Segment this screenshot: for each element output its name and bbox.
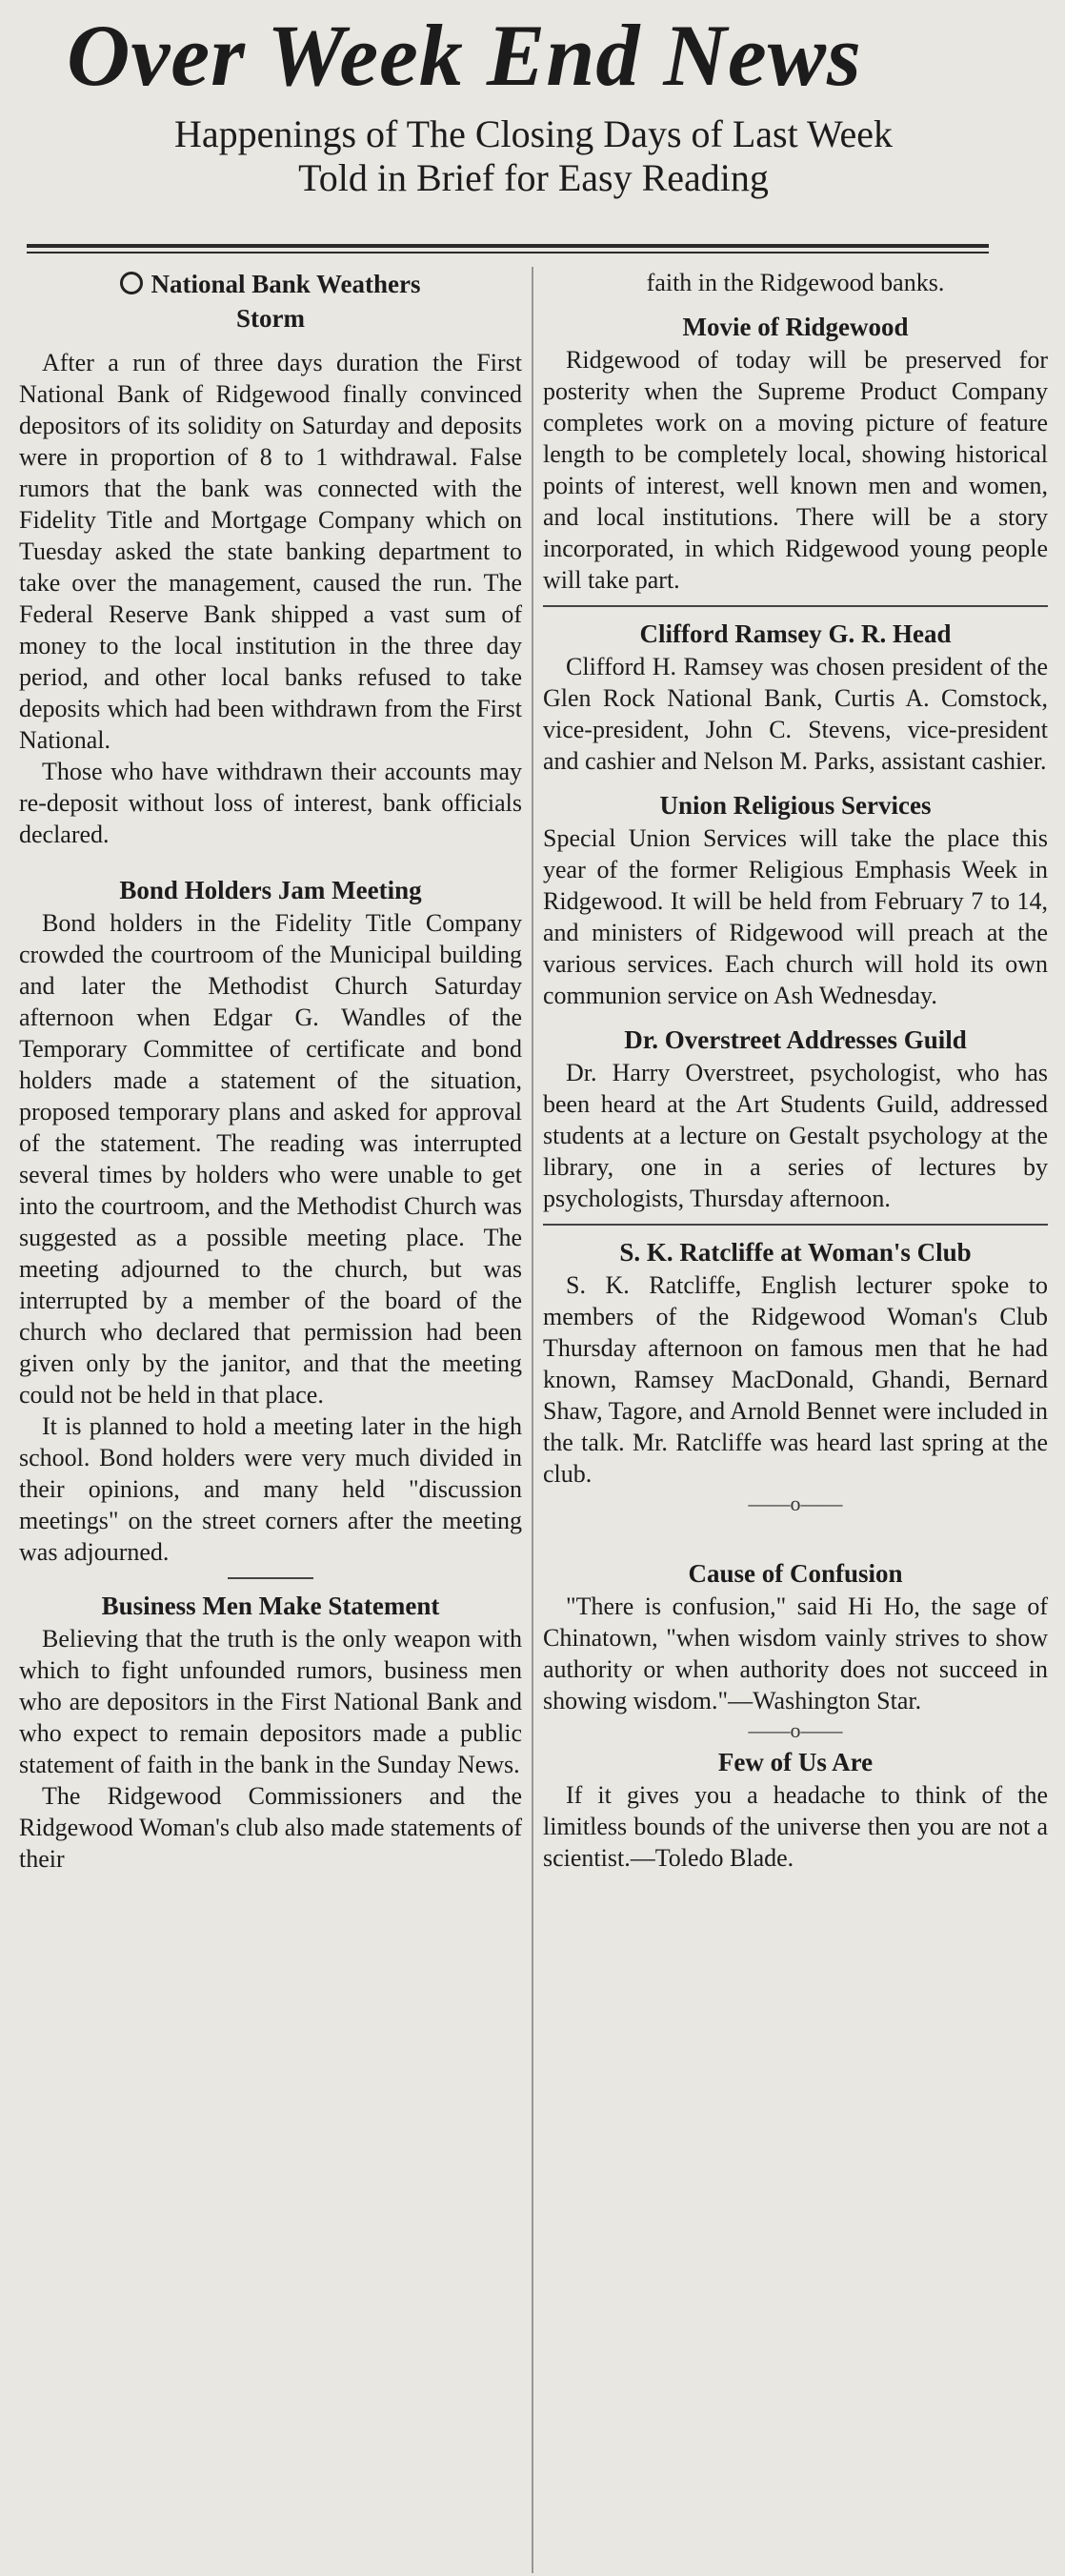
- article-headline: S. K. Ratcliffe at Woman's Club: [619, 1238, 972, 1267]
- article-headline: National Bank Weathers Storm: [19, 267, 522, 335]
- article-headline: Dr. Overstreet Addresses Guild: [624, 1025, 967, 1054]
- right-column: [543, 267, 1048, 1874]
- article-paragraph: The Ridgewood Commissioners and the Ridgewood Woman's club also made statements of their: [19, 1782, 522, 1873]
- article-paragraph: Ridgewood of today will be preserved for posterity when the Supreme Product Company completes work on a moving picture of feature length to be completely local, showing historical points of interest, well known men and women, and local institutions. There will be a story incorporated, in which Ridgewood young people will take part.: [543, 346, 1048, 594]
- article-business-men: [19, 1589, 522, 1875]
- bullet-icon: [120, 272, 143, 294]
- ornament-divider: ——o——: [748, 1491, 843, 1515]
- article-headline: Union Religious Services: [659, 791, 932, 820]
- article-bank: [19, 267, 522, 850]
- article-movie: [543, 310, 1048, 596]
- article-headline: Cause of Confusion: [688, 1559, 903, 1588]
- article-paragraph: S. K. Ratcliffe, English lecturer spoke to members of the Ridgewood Woman's Club Thursday afternoon on famous men that he had known, Ramsey MacDonald, Ghandi, Bernard Shaw, Tagore, and Arnold Bennet were included in the talk. Mr. Ratcliffe was heard last spring at the club.: [543, 1271, 1048, 1488]
- article-confusion: [543, 1556, 1048, 1716]
- ornament-divider: ——o——: [748, 1718, 843, 1742]
- continuation-text: faith in the Ridgewood banks.: [646, 269, 945, 296]
- article-headline: Movie of Ridgewood: [682, 313, 909, 341]
- article-ramsey: [543, 617, 1048, 777]
- article-headline: Bond Holders Jam Meeting: [119, 876, 422, 904]
- left-column: [19, 267, 522, 1875]
- article-headline: Clifford Ramsey G. R. Head: [639, 619, 952, 648]
- divider: [543, 1224, 1048, 1226]
- article-paragraph: Bond holders in the Fidelity Title Company crowded the courtroom of the Municipal building and later the Methodist Church Saturday afternoon when Edgar G. Wandles of the Temporary Committee of certificate and bond holders made a statement of the situation, proposed temporary plans and asked for approval of the statement. The reading was interrupted several times by holders who were unable to get into the courtroom, and the Methodist Church was suggested as a possible meeting place. The meeting adjourned to the church, but was interrupted by a member of the board of the church who declared that permission had been given only by the janitor, and that the meeting could not be held in that place.: [19, 909, 522, 1409]
- masthead-rule: [27, 244, 989, 248]
- subtitle-line-1: Happenings of The Closing Days of Last Week: [173, 112, 894, 155]
- article-paragraph: Dr. Harry Overstreet, psychologist, who has been heard at the Art Students Guild, addressed students at a lecture on Gestalt psychology at the library, one in a series of lectures by psychologists, Thursday afternoon.: [543, 1059, 1048, 1212]
- article-union: [543, 788, 1048, 1011]
- article-overstreet: [543, 1023, 1048, 1214]
- column-divider: [532, 267, 533, 2573]
- divider: [543, 605, 1048, 607]
- masthead-rule-thin: [27, 252, 989, 254]
- subtitle-line-2: Told in Brief for Easy Reading: [298, 156, 769, 199]
- masthead-title: Over Week End News: [67, 7, 862, 104]
- article-ratcliffe: [543, 1235, 1048, 1490]
- masthead-subtitle: [29, 112, 1038, 200]
- article-headline: Few of Us Are: [717, 1748, 874, 1776]
- article-paragraph: If it gives you a headache to think of the limitless bounds of the universe then you are not a scientist.—Toledo Blade.: [543, 1781, 1048, 1872]
- article-few: [543, 1745, 1048, 1874]
- article-paragraph: It is planned to hold a meeting later in the high school. Bond holders were very much divided in their opinions, and many held "discussion meetings" on the street corners after the meeting was adjourned.: [19, 1412, 522, 1566]
- article-paragraph: Believing that the truth is the only weapon with which to fight unfounded rumors, business men who are depositors in the First National Bank and who expect to remain depositors made a public statement of faith in the bank in the Sunday News.: [19, 1625, 522, 1778]
- divider: [228, 1577, 313, 1579]
- article-paragraph: Clifford H. Ramsey was chosen president of the Glen Rock National Bank, Curtis A. Comstock, vice-president, John C. Stevens, vice-president and cashier and Nelson M. Parks, assistant cashier.: [543, 653, 1048, 775]
- article-paragraph: "There is confusion," said Hi Ho, the sage of Chinatown, "when wisdom vainly strives to show authority or when authority does not succeed in showing wisdom."—Washington Star.: [543, 1592, 1048, 1714]
- article-bond-holders: [19, 873, 522, 1568]
- article-paragraph: Those who have withdrawn their accounts may re-deposit without loss of interest, bank officials declared.: [19, 758, 522, 848]
- article-headline: Business Men Make Statement: [101, 1592, 440, 1620]
- article-paragraph: After a run of three days duration the First National Bank of Ridgewood finally convinced depositors of its solidity on Saturday and deposits were in proportion of 8 to 1 withdrawal. False rumors that the bank was connected with the Fidelity Title and Mortgage Company which on Tuesday asked the state banking department to take over the management, caused the run. The Federal Reserve Bank shipped a vast sum of money to the local institution in the three day period, and other local banks refused to take deposits which had been withdrawn from the First National.: [19, 349, 522, 754]
- article-paragraph: Special Union Services will take the place this year of the former Religious Emphasis Week in Ridgewood. It will be held from February 7 to 14, and ministers of Ridgewood will preach at the various services. Each church will hold its own communion service on Ash Wednesday.: [543, 824, 1048, 1009]
